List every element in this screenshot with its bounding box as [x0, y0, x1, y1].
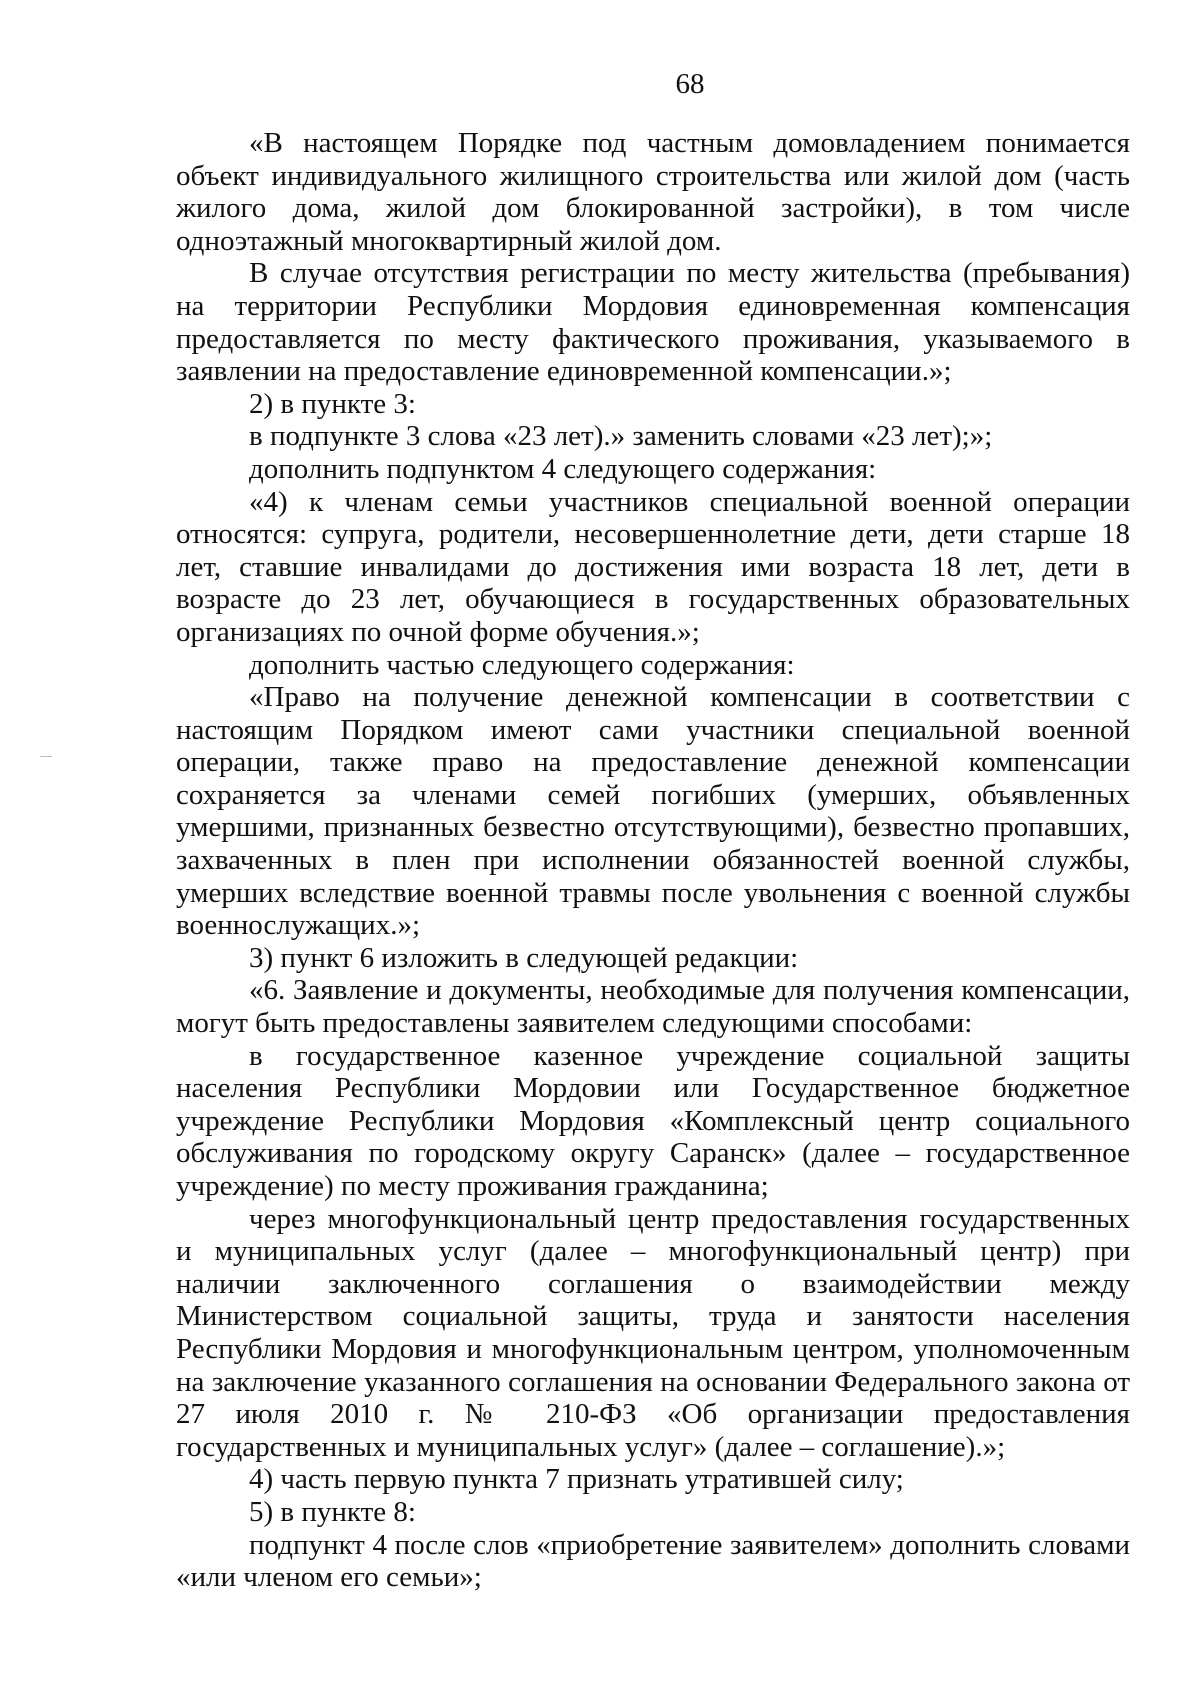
- paragraph-right-to-compensation: «Право на получение денежной компенсации в соответствии с настоящим Порядком имеют сами участники специальной военной операции, также право на предоставление денежной компенсации сохраняется за членами семей погибших (умерших, объявленных умершими, признанных безвестно отсутствующими), безвестно пропавших, захваченных в плен при исполнении обязанностей военной службы, умерших вследствие военной травмы после увольнения с военной службы военнослужащих.»;: [176, 681, 1130, 942]
- paragraph-private-household-definition: «В настоящем Порядке под частным домовладением понимается объект индивидуального жилищного строительства или жилой дом (часть жилого дома, жилой дом блокированной застройки), в том числе одноэтажный многоквартирный жилой дом.: [176, 127, 1130, 257]
- paragraph-state-institution: в государственное казенное учреждение социальной защиты населения Республики Мордовии или Государственное бюджетное учреждение Республики Мордовия «Комплексный центр социального обслуживания по городскому округу Саранск» (далее – государственное учреждение) по месту проживания гражданина;: [176, 1039, 1130, 1202]
- paragraph-subitem-4-addition: подпункт 4 после слов «приобретение заявителем» дополнить словами «или членом его семьи»;: [176, 1528, 1130, 1594]
- paragraph-item-2: 2) в пункте 3:: [249, 387, 416, 420]
- paragraph-item-4: 4) часть первую пункта 7 признать утратившей силу;: [249, 1463, 904, 1496]
- paragraph-add-part: дополнить частью следующего содержания:: [249, 648, 795, 681]
- paragraph-item-6-application: «6. Заявление и документы, необходимые для получения компенсации, могут быть предоставлены заявителем следующими способами:: [176, 974, 1130, 1040]
- paragraph-family-members: «4) к членам семьи участников специальной военной операции относятся: супруга, родители, несовершеннолетние дети, дети старше 18 лет, ставшие инвалидами до достижения ими возраста 18 лет, дети в возрасте до 23 лет, обучающиеся в государственных образовательных организациях по очной форме обучения.»;: [176, 485, 1130, 648]
- paragraph-item-5: 5) в пункте 8:: [249, 1495, 416, 1528]
- document-body: [176, 127, 1130, 1594]
- scan-margin-mark: [40, 756, 52, 757]
- page-number: 68: [675, 68, 705, 100]
- paragraph-no-registration: В случае отсутствия регистрации по месту жительства (пребывания) на территории Республики Мордовия единовременная компенсация предоставляется по месту фактического проживания, указываемого в заявлении на предоставление единовременной компенсации.»;: [176, 257, 1130, 388]
- paragraph-item-3: 3) пункт 6 изложить в следующей редакции:: [249, 941, 799, 974]
- paragraph-mfc: через многофункциональный центр предоставления государственных и муниципальных услуг (далее – многофункциональный центр) при наличии заключенного соглашения о взаимодействии между Министерством социальной защиты, труда и занятости населения Республики Мордовия и многофункциональным центром, уполномоченным на заключение указанного соглашения на основании Федерального закона от 27 июля 2010 г. № 210-ФЗ «Об организации предоставления государственных и муниципальных услуг» (далее – соглашение).»;: [176, 1202, 1130, 1463]
- paragraph-subitem-3-replace: в подпункте 3 слова «23 лет).» заменить словами «23 лет);»;: [249, 420, 993, 453]
- paragraph-add-subitem-4: дополнить подпунктом 4 следующего содержания:: [249, 452, 877, 485]
